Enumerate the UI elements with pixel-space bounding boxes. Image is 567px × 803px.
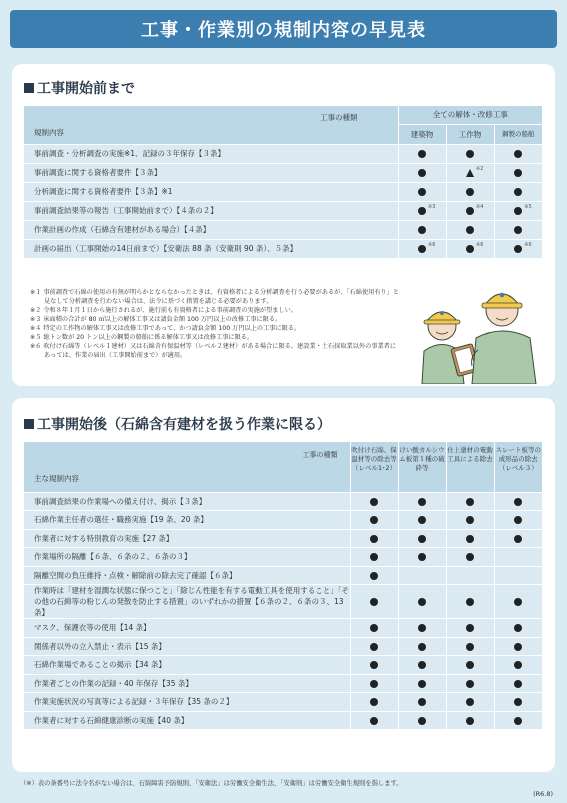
mark-cell xyxy=(446,548,494,567)
mark-cell xyxy=(350,711,398,730)
mark-cell xyxy=(494,711,542,730)
filled-circle-icon xyxy=(370,624,378,632)
table-row xyxy=(24,511,542,530)
column-header: 仕上塗材の電動工具による除去 xyxy=(446,442,494,492)
filled-circle-icon xyxy=(466,698,474,706)
filled-triangle-icon xyxy=(466,169,474,177)
column-header: 吹付け石綿、保温材等の除去等（レベル1･2） xyxy=(350,442,398,492)
row-label: 作業者ごとの作業の記録・40 年保存【35 条】 xyxy=(24,674,350,693)
table-row xyxy=(24,548,542,567)
table-row xyxy=(24,163,542,182)
filled-circle-icon xyxy=(514,245,522,253)
table-row xyxy=(24,492,542,511)
section-before-work xyxy=(12,64,555,386)
mark-cell xyxy=(446,182,494,201)
filled-circle-icon xyxy=(418,516,426,524)
filled-circle-icon xyxy=(466,717,474,725)
filled-circle-icon xyxy=(418,553,426,561)
mark-cell xyxy=(494,144,542,163)
mark-cell xyxy=(446,619,494,638)
filled-circle-icon xyxy=(514,680,522,688)
mark-cell xyxy=(350,637,398,656)
header-row-label: 規制内容 xyxy=(34,127,64,137)
filled-circle-icon xyxy=(466,207,474,215)
column-header: 鋼製の船舶 xyxy=(494,124,542,144)
filled-circle-icon xyxy=(418,717,426,725)
filled-circle-icon xyxy=(514,516,522,524)
regulation-table-after xyxy=(24,442,542,730)
mark-cell xyxy=(350,529,398,548)
mark-cell xyxy=(398,548,446,567)
filled-circle-icon xyxy=(514,624,522,632)
header-group: 全ての解体・改修工事 xyxy=(398,106,542,124)
filled-circle-icon xyxy=(418,598,426,606)
header-row-label: 主な規制内容 xyxy=(34,473,79,483)
filled-circle-icon xyxy=(466,624,474,632)
filled-circle-icon xyxy=(514,207,522,215)
mark-cell xyxy=(398,585,446,619)
note-ref: ※3 xyxy=(428,204,436,210)
mark-cell xyxy=(494,693,542,712)
row-label: 隔離空間の負圧維持・点検・解除前の除去完了確認【６条】 xyxy=(24,566,350,585)
mark-cell xyxy=(446,585,494,619)
table-row xyxy=(24,144,542,163)
table-row xyxy=(24,674,542,693)
mark-cell xyxy=(446,239,494,258)
mark-cell xyxy=(494,201,542,220)
filled-circle-icon xyxy=(370,661,378,669)
filled-circle-icon xyxy=(370,680,378,688)
mark-cell xyxy=(446,693,494,712)
column-header: 建築物 xyxy=(398,124,446,144)
filled-circle-icon xyxy=(514,535,522,543)
mark-cell xyxy=(494,163,542,182)
mark-cell xyxy=(398,656,446,675)
filled-circle-icon xyxy=(418,245,426,253)
row-label: 事前調査に関する資格者要件【３条】 xyxy=(24,163,398,182)
mark-cell xyxy=(494,529,542,548)
filled-circle-icon xyxy=(514,661,522,669)
column-header: けい酸カルシウム板第１種の破砕等 xyxy=(398,442,446,492)
mark-cell xyxy=(494,182,542,201)
table-corner xyxy=(24,106,398,144)
filled-circle-icon xyxy=(418,498,426,506)
mark-cell xyxy=(398,220,446,239)
filled-circle-icon xyxy=(418,169,426,177)
table-row xyxy=(24,201,542,220)
mark-cell xyxy=(446,674,494,693)
mark-cell xyxy=(350,511,398,530)
mark-cell xyxy=(494,511,542,530)
mark-cell xyxy=(398,144,446,163)
filled-circle-icon xyxy=(466,553,474,561)
table-row xyxy=(24,220,542,239)
section-heading: 工事開始後（石綿含有建材を扱う作業に限る） xyxy=(24,414,331,434)
mark-cell xyxy=(446,511,494,530)
mark-cell xyxy=(350,693,398,712)
workers-illustration xyxy=(402,276,552,384)
filled-circle-icon xyxy=(370,553,378,561)
note: ※２ 令和８年１月１日から施行されるが、施行前も有資格者による事前調査の実施が望ましい。 xyxy=(30,307,298,314)
row-label: 作業時は「建材を湿潤な状態に保つこと」「除じん性能を有する電動工具を使用すること」「その他の石綿等の粉じんの発散を防止する措置」のいずれかの措置【６条の２、６条の３、13 条】 xyxy=(24,585,350,619)
filled-circle-icon xyxy=(514,169,522,177)
notes xyxy=(30,288,400,360)
table-row xyxy=(24,637,542,656)
filled-circle-icon xyxy=(370,572,378,580)
mark-cell xyxy=(350,492,398,511)
mark-cell xyxy=(446,492,494,511)
mark-cell xyxy=(494,239,542,258)
filled-circle-icon xyxy=(514,188,522,196)
filled-circle-icon xyxy=(370,498,378,506)
mark-cell xyxy=(494,492,542,511)
header-type: 工事の種類 xyxy=(302,451,338,459)
filled-circle-icon xyxy=(370,698,378,706)
page-title: 工事・作業別の規制内容の早見表 xyxy=(141,20,426,41)
filled-circle-icon xyxy=(418,643,426,651)
filled-circle-icon xyxy=(370,717,378,725)
mark-cell xyxy=(398,711,446,730)
row-label: 事前調査結果の作業場への備え付け、掲示【３条】 xyxy=(24,492,350,511)
table-row xyxy=(24,711,542,730)
filled-circle-icon xyxy=(418,680,426,688)
mark-cell xyxy=(446,711,494,730)
mark-cell xyxy=(350,674,398,693)
mark-cell xyxy=(398,201,446,220)
filled-circle-icon xyxy=(418,661,426,669)
filled-circle-icon xyxy=(514,150,522,158)
mark-cell xyxy=(494,566,542,585)
mark-cell xyxy=(446,201,494,220)
mark-cell xyxy=(398,511,446,530)
note-ref: ※6 xyxy=(476,242,484,248)
filled-circle-icon xyxy=(418,624,426,632)
filled-circle-icon xyxy=(514,498,522,506)
mark-cell xyxy=(350,548,398,567)
filled-circle-icon xyxy=(514,698,522,706)
mark-cell xyxy=(350,619,398,638)
filled-circle-icon xyxy=(418,207,426,215)
mark-cell xyxy=(398,182,446,201)
row-label: 作業者に対する特別教育の実施【27 条】 xyxy=(24,529,350,548)
filled-circle-icon xyxy=(418,226,426,234)
row-label: 作業場所の隔離【６条、６条の２、６条の３】 xyxy=(24,548,350,567)
row-label: 石綿作業主任者の選任・職務実施【19 条、20 条】 xyxy=(24,511,350,530)
filled-circle-icon xyxy=(514,598,522,606)
table-row xyxy=(24,656,542,675)
row-label: 計画の届出（工事開始の14日前まで）【安衛法 88 条（安衛則 90 条）、５条】 xyxy=(24,239,398,258)
mark-cell xyxy=(398,674,446,693)
filled-circle-icon xyxy=(418,698,426,706)
note-ref: ※2 xyxy=(476,166,484,172)
row-label: 作業実施状況の写真等による記録・３年保存【35 条の２】 xyxy=(24,693,350,712)
row-label: マスク、保護衣等の使用【14 条】 xyxy=(24,619,350,638)
header-type: 工事の種類 xyxy=(320,113,358,122)
mark-cell xyxy=(398,239,446,258)
mark-cell xyxy=(494,220,542,239)
mark-cell xyxy=(494,548,542,567)
filled-circle-icon xyxy=(418,150,426,158)
note-ref: ※5 xyxy=(524,204,532,210)
filled-circle-icon xyxy=(466,661,474,669)
column-header: 工作物 xyxy=(446,124,494,144)
note: ※５ 総トン数が 20 トン以上の鋼製の船舶に係る解体工事又は改修工事に限る。 xyxy=(30,334,254,341)
filled-circle-icon xyxy=(514,717,522,725)
mark-cell xyxy=(446,163,494,182)
mark-cell xyxy=(398,492,446,511)
filled-circle-icon xyxy=(370,598,378,606)
filled-circle-icon xyxy=(466,535,474,543)
table-row xyxy=(24,619,542,638)
mark-cell xyxy=(494,637,542,656)
square-bullet-icon xyxy=(24,419,34,429)
table-row xyxy=(24,239,542,258)
row-label: 事前調査結果等の報告（工事開始前まで）【４条の２】 xyxy=(24,201,398,220)
filled-circle-icon xyxy=(418,535,426,543)
mark-cell xyxy=(446,220,494,239)
row-label: 関係者以外の立入禁止・表示【15 条】 xyxy=(24,637,350,656)
filled-circle-icon xyxy=(466,516,474,524)
row-label: 事前調査・分析調査の実施※1、記録の３年保存【３条】 xyxy=(24,144,398,163)
version-label: (R6.8) xyxy=(533,790,553,798)
mark-cell xyxy=(398,619,446,638)
table-row xyxy=(24,585,542,619)
note-ref: ※6 xyxy=(524,242,532,248)
column-header: スレート板等の成形品の除去（レベル３） xyxy=(494,442,542,492)
mark-cell xyxy=(446,637,494,656)
filled-circle-icon xyxy=(466,188,474,196)
table-row xyxy=(24,182,542,201)
filled-circle-icon xyxy=(466,643,474,651)
filled-circle-icon xyxy=(466,498,474,506)
table-row xyxy=(24,529,542,548)
mark-cell xyxy=(398,529,446,548)
filled-circle-icon xyxy=(370,535,378,543)
mark-cell xyxy=(494,656,542,675)
note: ※６ 吹付け石綿等（レベル１建材）又は石綿含有保温材等（レベル２建材）がある場合に限る。建設業・土石採取業以外の事業者にあっては、作業の届出（工事開始前まで）が適用。 xyxy=(30,343,397,359)
title-bar xyxy=(10,10,557,48)
note-ref: ※6 xyxy=(428,242,436,248)
table-row xyxy=(24,693,542,712)
table-corner xyxy=(24,442,350,492)
note: ※１ 事前調査で石綿の使用の有無が明らかとならなかったときは、有資格者による分析調査を行う必要があるが、「石綿使用有り」と見なして分析調査を行わない場合は、法令に基づく措置を講じる必要があります。 xyxy=(30,289,400,305)
filled-circle-icon xyxy=(466,598,474,606)
filled-circle-icon xyxy=(370,516,378,524)
filled-circle-icon xyxy=(418,188,426,196)
note: ※４ 特定の工作物の解体工事又は改修工事であって、かつ請負金額 100 万円以上の工事に限る。 xyxy=(30,325,301,332)
square-bullet-icon xyxy=(24,83,34,93)
mark-cell xyxy=(494,585,542,619)
section-after-work xyxy=(12,398,555,772)
section-heading: 工事開始前まで xyxy=(24,78,135,98)
filled-circle-icon xyxy=(514,643,522,651)
filled-circle-icon xyxy=(466,680,474,688)
filled-circle-icon xyxy=(514,226,522,234)
mark-cell xyxy=(446,144,494,163)
mark-cell xyxy=(494,619,542,638)
mark-cell xyxy=(398,693,446,712)
note-ref: ※4 xyxy=(476,204,484,210)
mark-cell xyxy=(446,656,494,675)
mark-cell xyxy=(350,656,398,675)
row-label: 石綿作業場であることの掲示【34 条】 xyxy=(24,656,350,675)
regulation-table-before xyxy=(24,106,542,259)
mark-cell xyxy=(398,566,446,585)
note: ※３ 床面積の合計が 80 ㎡以上の解体工事又は請負金額 100 万円以上の改修工事に限る。 xyxy=(30,316,282,323)
row-label: 作業計画の作成（石綿含有建材がある場合）【４条】 xyxy=(24,220,398,239)
row-label: 分析調査に関する資格者要件【３条】※1 xyxy=(24,182,398,201)
footnote: （※）表の条番号に法令名がない場合は、石綿障害予防規則、「安衛法」は労働安全衛生法、「安衛則」は労働安全衛生規則を指します。 xyxy=(20,780,403,787)
filled-circle-icon xyxy=(466,150,474,158)
table-row xyxy=(24,566,542,585)
filled-circle-icon xyxy=(466,245,474,253)
mark-cell xyxy=(494,674,542,693)
mark-cell xyxy=(398,163,446,182)
filled-circle-icon xyxy=(466,226,474,234)
mark-cell xyxy=(350,585,398,619)
mark-cell xyxy=(446,529,494,548)
filled-circle-icon xyxy=(370,643,378,651)
row-label: 作業者に対する石綿健康診断の実施【40 条】 xyxy=(24,711,350,730)
mark-cell xyxy=(398,637,446,656)
mark-cell xyxy=(350,566,398,585)
mark-cell xyxy=(446,566,494,585)
